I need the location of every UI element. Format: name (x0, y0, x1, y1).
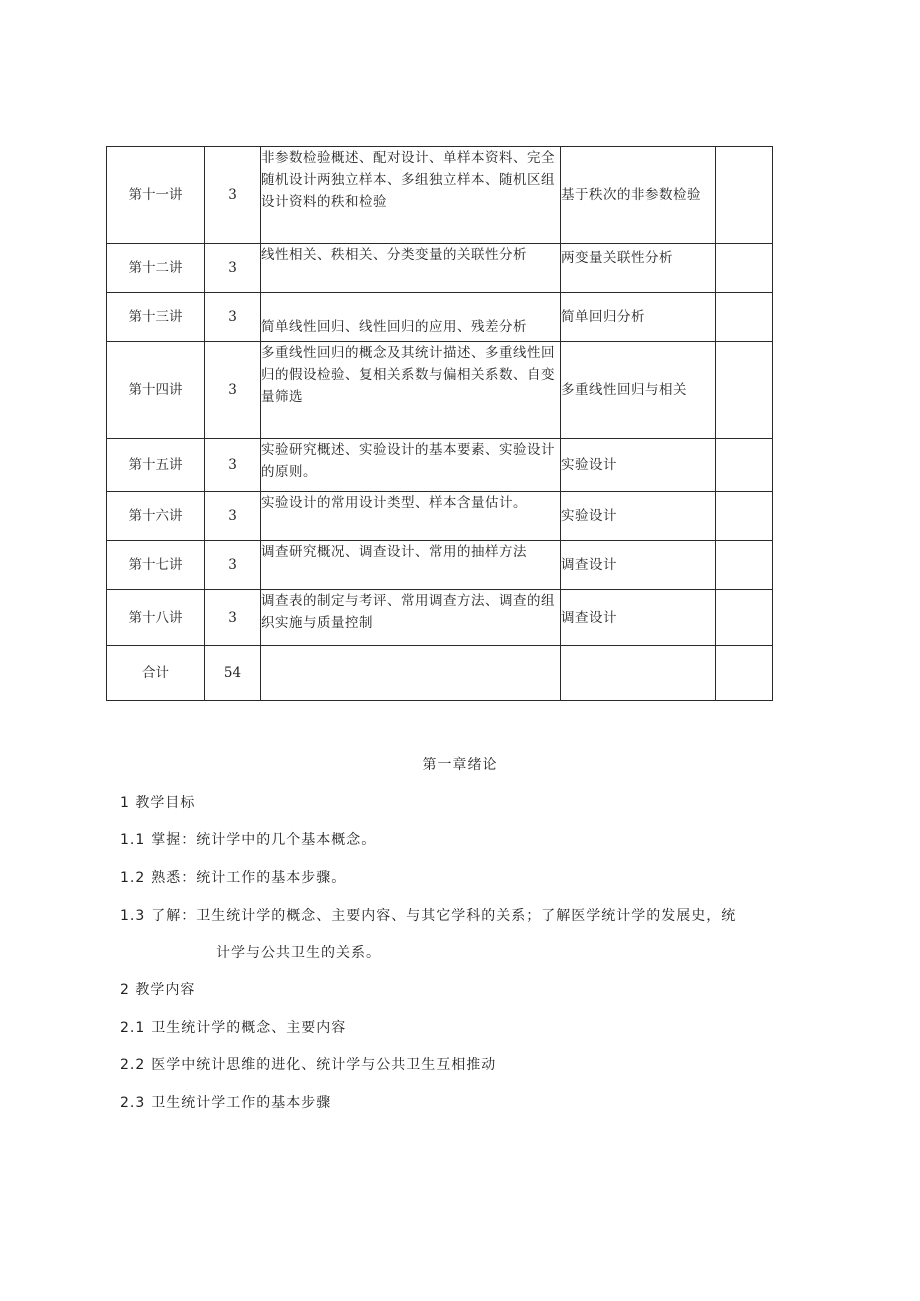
item-number: 2.3 (120, 1095, 146, 1111)
lecture-cell: 第十一讲 (107, 147, 205, 244)
topic-cell: 实验设计 (561, 439, 716, 492)
item-number: 2.2 (120, 1057, 146, 1073)
topic-cell (561, 646, 716, 701)
topic-cell: 基于秩次的非参数检验 (561, 147, 716, 244)
hours-cell: 3 (205, 147, 261, 244)
item-text: 卫生统计学工作的基本步骤 (151, 1095, 332, 1111)
objectives-heading: 1 教学目标 (120, 795, 196, 811)
lecture-cell: 第十五讲 (107, 439, 205, 492)
course-schedule-table (106, 146, 773, 701)
table-row (107, 244, 773, 293)
objective-item (120, 905, 736, 925)
topic-cell: 两变量关联性分析 (561, 244, 716, 293)
objective-item (120, 829, 376, 849)
lecture-cell: 第十七讲 (107, 541, 205, 590)
hours-cell: 3 (205, 342, 261, 439)
table-row (107, 492, 773, 541)
hours-cell: 3 (205, 492, 261, 541)
item-number: 1.2 (120, 870, 146, 886)
content-cell: 调查表的制定与考评、常用调查方法、调查的组织实施与质量控制 (261, 590, 561, 646)
remark-cell (716, 293, 773, 342)
remark-cell (716, 244, 773, 293)
topic-cell: 调查设计 (561, 590, 716, 646)
remark-cell (716, 147, 773, 244)
item-number: 1.1 (120, 832, 146, 848)
remark-cell (716, 646, 773, 701)
item-text: 医学中统计思维的进化、统计学与公共卫生互相推动 (151, 1057, 497, 1073)
content-cell: 调查研究概况、调查设计、常用的抽样方法 (261, 541, 561, 590)
topic-cell: 多重线性回归与相关 (561, 342, 716, 439)
hours-cell: 3 (205, 293, 261, 342)
content-cell: 实验设计的常用设计类型、样本含量估计。 (261, 492, 561, 541)
remark-cell (716, 342, 773, 439)
remark-cell (716, 439, 773, 492)
table-row-total (107, 646, 773, 701)
table-row (107, 541, 773, 590)
table-row (107, 439, 773, 492)
content-cell: 实验研究概述、实验设计的基本要素、实验设计的原则。 (261, 439, 561, 492)
item-text: 掌握：统计学中的几个基本概念。 (151, 832, 377, 848)
table-row (107, 342, 773, 439)
lecture-cell: 第十二讲 (107, 244, 205, 293)
remark-cell (716, 492, 773, 541)
item-number: 2.1 (120, 1020, 146, 1036)
item-text: 了解：卫生统计学的概念、主要内容、与其它学科的关系；了解医学统计学的发展史，统 (151, 908, 737, 924)
hours-cell: 54 (205, 646, 261, 701)
table-row (107, 147, 773, 244)
remark-cell (716, 541, 773, 590)
hours-cell: 3 (205, 439, 261, 492)
topic-cell: 实验设计 (561, 492, 716, 541)
hours-cell: 3 (205, 244, 261, 293)
content-cell (261, 646, 561, 701)
item-text: 卫生统计学的概念、主要内容 (151, 1020, 347, 1036)
content-cell: 非参数检验概述、配对设计、单样本资料、完全随机设计两独立样本、多组独立样本、随机区组设计资料的秩和检验 (261, 147, 561, 244)
content-item (120, 1017, 346, 1037)
table-row (107, 293, 773, 342)
lecture-cell: 第十八讲 (107, 590, 205, 646)
content-cell: 线性相关、秩相关、分类变量的关联性分析 (261, 244, 561, 293)
remark-cell (716, 590, 773, 646)
content-cell: 简单线性回归、线性回归的应用、残差分析 (261, 293, 561, 342)
table-row (107, 590, 773, 646)
topic-cell: 简单回归分析 (561, 293, 716, 342)
content-item (120, 1054, 496, 1074)
content-item (120, 1092, 331, 1112)
objective-item-continuation: 计学与公共卫生的关系。 (216, 945, 381, 961)
objective-item (120, 867, 346, 887)
lecture-cell: 第十六讲 (107, 492, 205, 541)
content-heading: 2 教学内容 (120, 982, 196, 998)
hours-cell: 3 (205, 590, 261, 646)
lecture-cell: 第十三讲 (107, 293, 205, 342)
chapter-title: 第一章绪论 (422, 757, 498, 773)
lecture-cell: 合计 (107, 646, 205, 701)
topic-cell: 调查设计 (561, 541, 716, 590)
lecture-cell: 第十四讲 (107, 342, 205, 439)
content-cell: 多重线性回归的概念及其统计描述、多重线性回归的假设检验、复相关系数与偏相关系数、自变量筛选 (261, 342, 561, 439)
item-number: 1.3 (120, 908, 146, 924)
hours-cell: 3 (205, 541, 261, 590)
item-text: 熟悉：统计工作的基本步骤。 (151, 870, 347, 886)
